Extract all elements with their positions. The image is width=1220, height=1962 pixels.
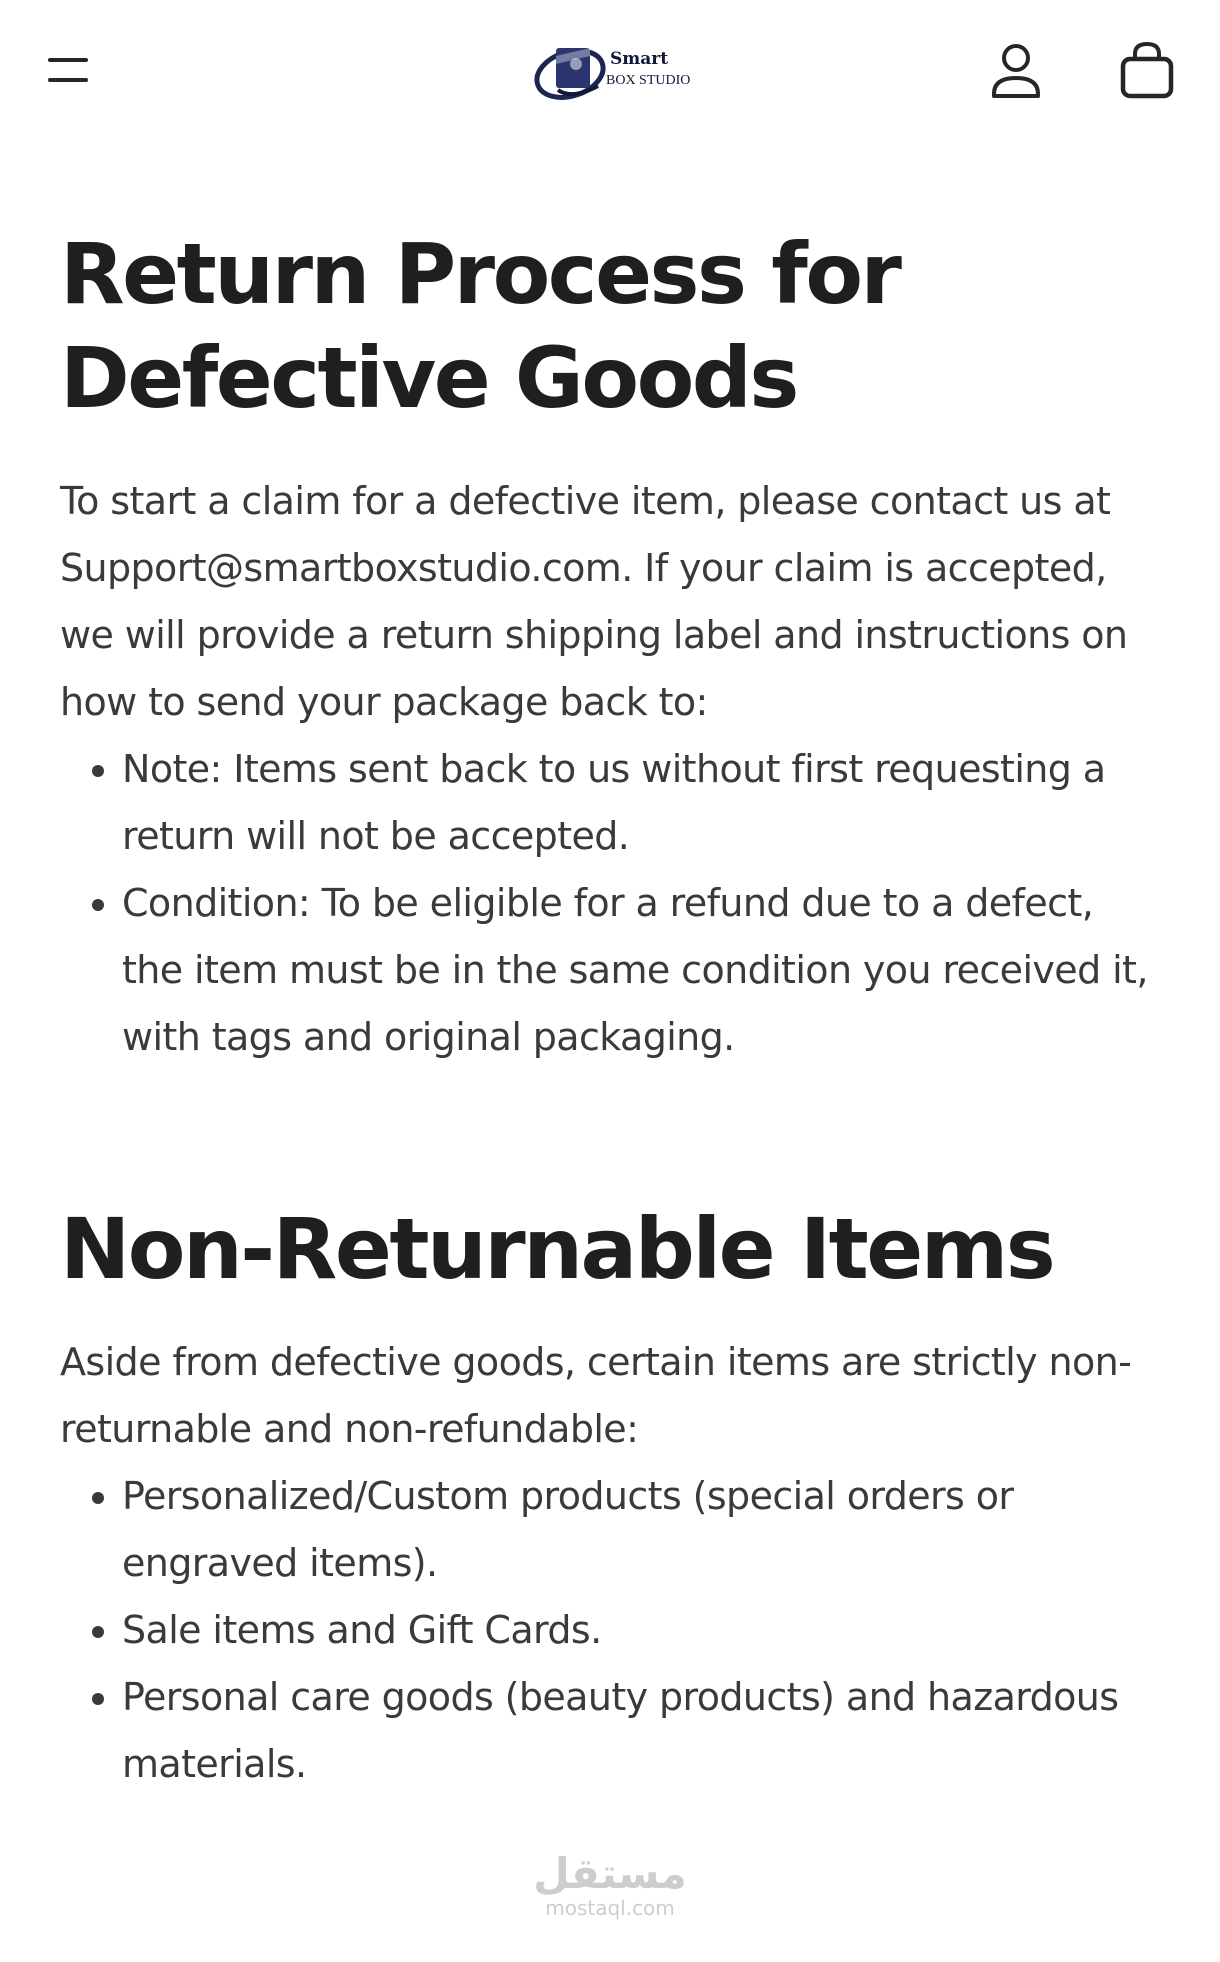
hamburger-icon [44,50,94,90]
list-item: • Sale items and Gift Cards. [122,1597,1160,1664]
section-title-defective-returns: Return Process for Defective Goods [60,225,900,427]
shopping-bag-icon [1116,40,1178,102]
user-icon [986,40,1046,102]
list-non-returnable-items [60,1463,1160,1798]
section-title-non-returnable: Non-Returnable Items [60,1200,1054,1298]
list-item: • Condition: To be eligible for a refund due to a defect, the item must be in the same condition you received it, with tags and original packaging. [122,870,1160,1071]
account-button[interactable] [986,40,1046,102]
watermark [530,1850,690,1926]
cart-button[interactable] [1116,40,1178,102]
brand-logo[interactable] [528,34,692,110]
watermark-arabic: مستقل [533,1849,687,1898]
logo-text-box-studio: BOX STUDIO [606,73,691,88]
section-paragraph-non-returnable: Aside from defective goods, certain items are strictly non-returnable and non-refundable: [60,1340,1132,1451]
list-item: • Personalized/Custom products (special orders or engraved items). [122,1463,1160,1597]
logo-text-smart: Smart [610,49,669,69]
policy-content [60,222,1160,1798]
section-paragraph-defective-returns: To start a claim for a defective item, please contact us at Support@smartboxstudio.com. If your claim is accepted, we will provide a return shipping label and instructions on how to send your package back to: [60,479,1128,724]
list-item: • Personal care goods (beauty products) and hazardous materials. [122,1664,1160,1798]
menu-button[interactable] [44,50,94,90]
watermark-latin: mostaql.com [545,1896,675,1920]
site-header [0,0,1220,140]
list-defective-conditions [60,736,1160,1071]
list-item: • Note: Items sent back to us without first requesting a return will not be accepted. [122,736,1160,870]
